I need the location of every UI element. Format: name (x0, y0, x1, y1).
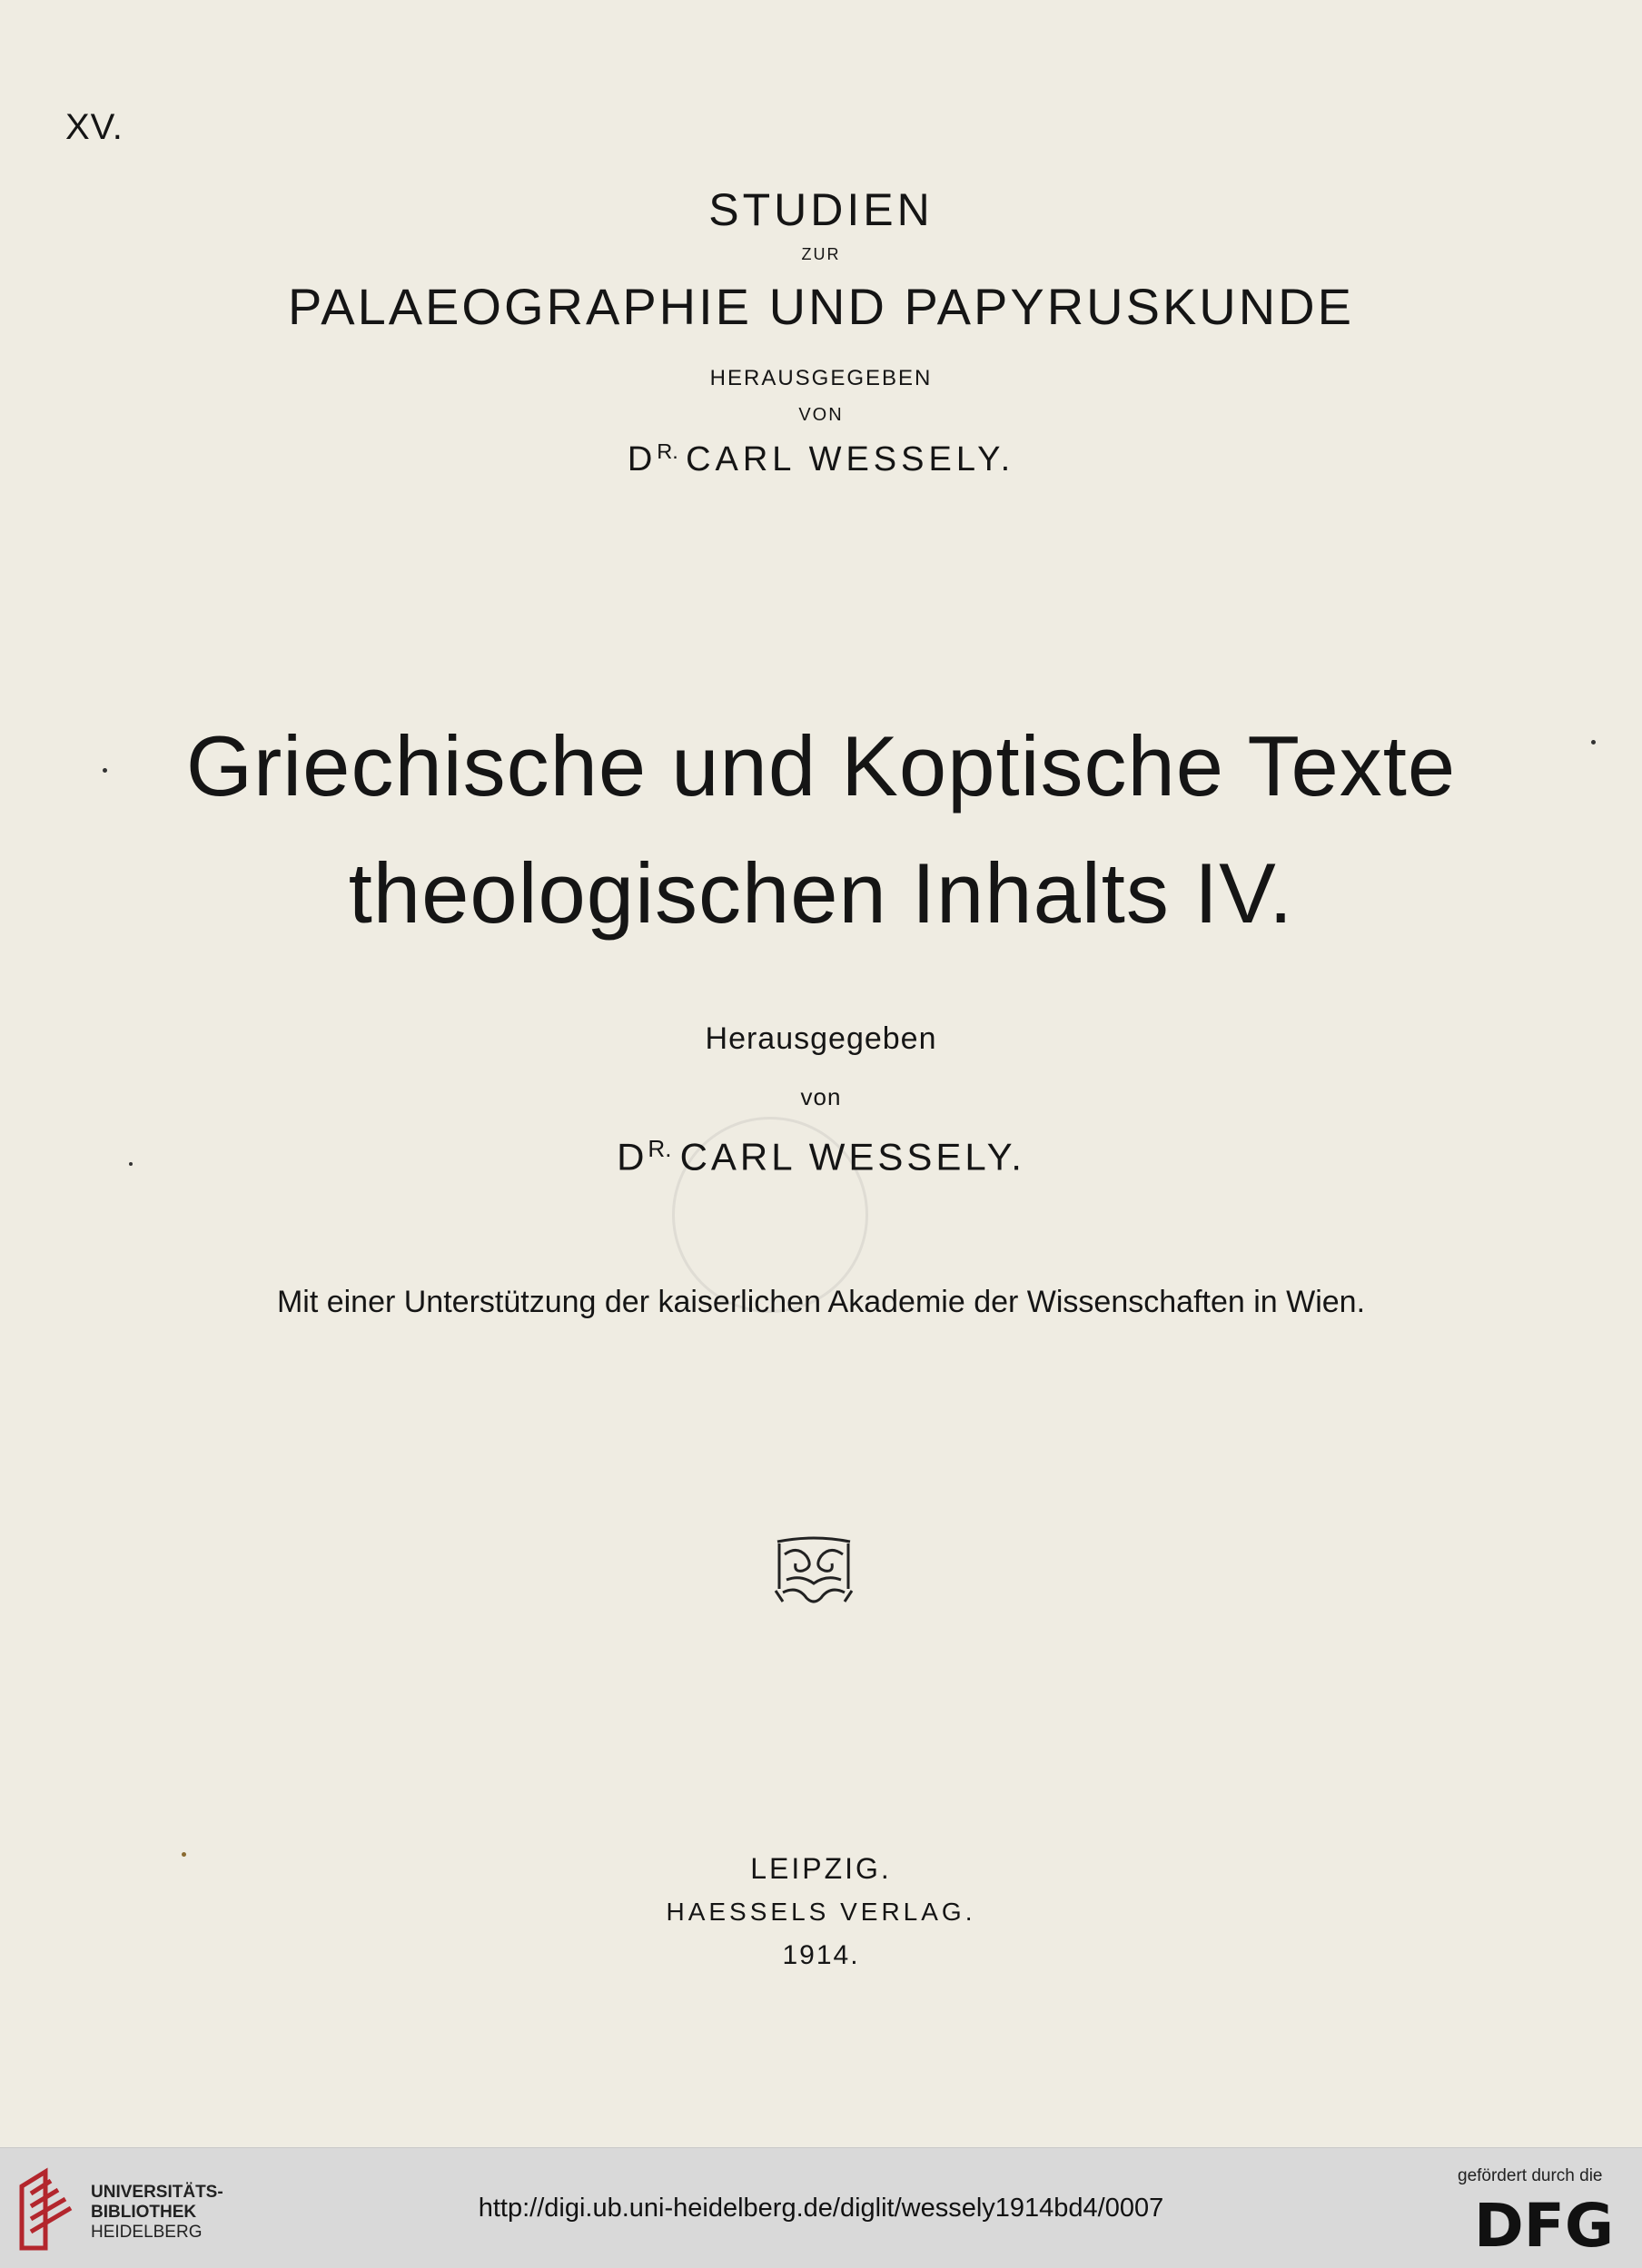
imprint-year: 1914. (782, 1940, 860, 1970)
imprint-city: LEIPZIG. (750, 1852, 892, 1885)
support-note: Mit einer Unterstützung der kaiserlichen Akademie der Wissenschaften in Wien. (276, 1285, 1366, 1319)
series-by-label: VON (798, 405, 844, 425)
speck (103, 768, 107, 773)
book-editor-prefix: D (617, 1135, 648, 1178)
speck (182, 1852, 186, 1857)
series-title-connector: ZUR (801, 245, 841, 263)
series-edited-label: HERAUSGEGEBEN (709, 366, 933, 390)
book-edited-label: Herausgegeben (705, 1021, 937, 1056)
series-title: STUDIEN (708, 184, 934, 235)
funding-caption: gefördert durch die (1458, 2166, 1603, 2185)
book-editor (0, 1135, 1642, 1178)
digitization-footer (0, 2147, 1642, 2268)
svg-text:DFG: DFG (1473, 2194, 1615, 2253)
series-editor-title: R. (657, 439, 678, 463)
imprint-publisher: HAESSELS VERLAG. (666, 1898, 976, 1926)
permalink[interactable]: http://digi.ub.uni-heidelberg.de/diglit/wessely1914bd4/0007 (478, 2194, 1164, 2223)
dfg-logo-icon (1462, 2194, 1626, 2253)
series-volume-number: XV. (65, 107, 124, 147)
library-name-line-2: BIBLIOTHEK (91, 2203, 197, 2222)
book-title-line-2: theologischen Inhalts IV. (348, 845, 1294, 941)
book-editor-name: CARL WESSELY. (679, 1135, 1025, 1178)
library-name-line-3: HEIDELBERG (91, 2223, 203, 2242)
series-editor (0, 439, 1642, 479)
printer-ornament-icon (770, 1534, 857, 1609)
series-editor-name: CARL WESSELY. (686, 439, 1015, 478)
series-subtitle: PALAEOGRAPHIE UND PAPYRUSKUNDE (288, 278, 1354, 335)
speck (129, 1162, 133, 1166)
speck (1591, 740, 1596, 744)
library-name-line-1: UNIVERSITÄTS- (91, 2183, 223, 2202)
book-title-line-1: Griechische und Koptische Texte (185, 718, 1457, 814)
book-by-label: von (800, 1083, 842, 1110)
book-editor-title: R. (648, 1135, 672, 1162)
series-editor-prefix: D (627, 439, 658, 478)
